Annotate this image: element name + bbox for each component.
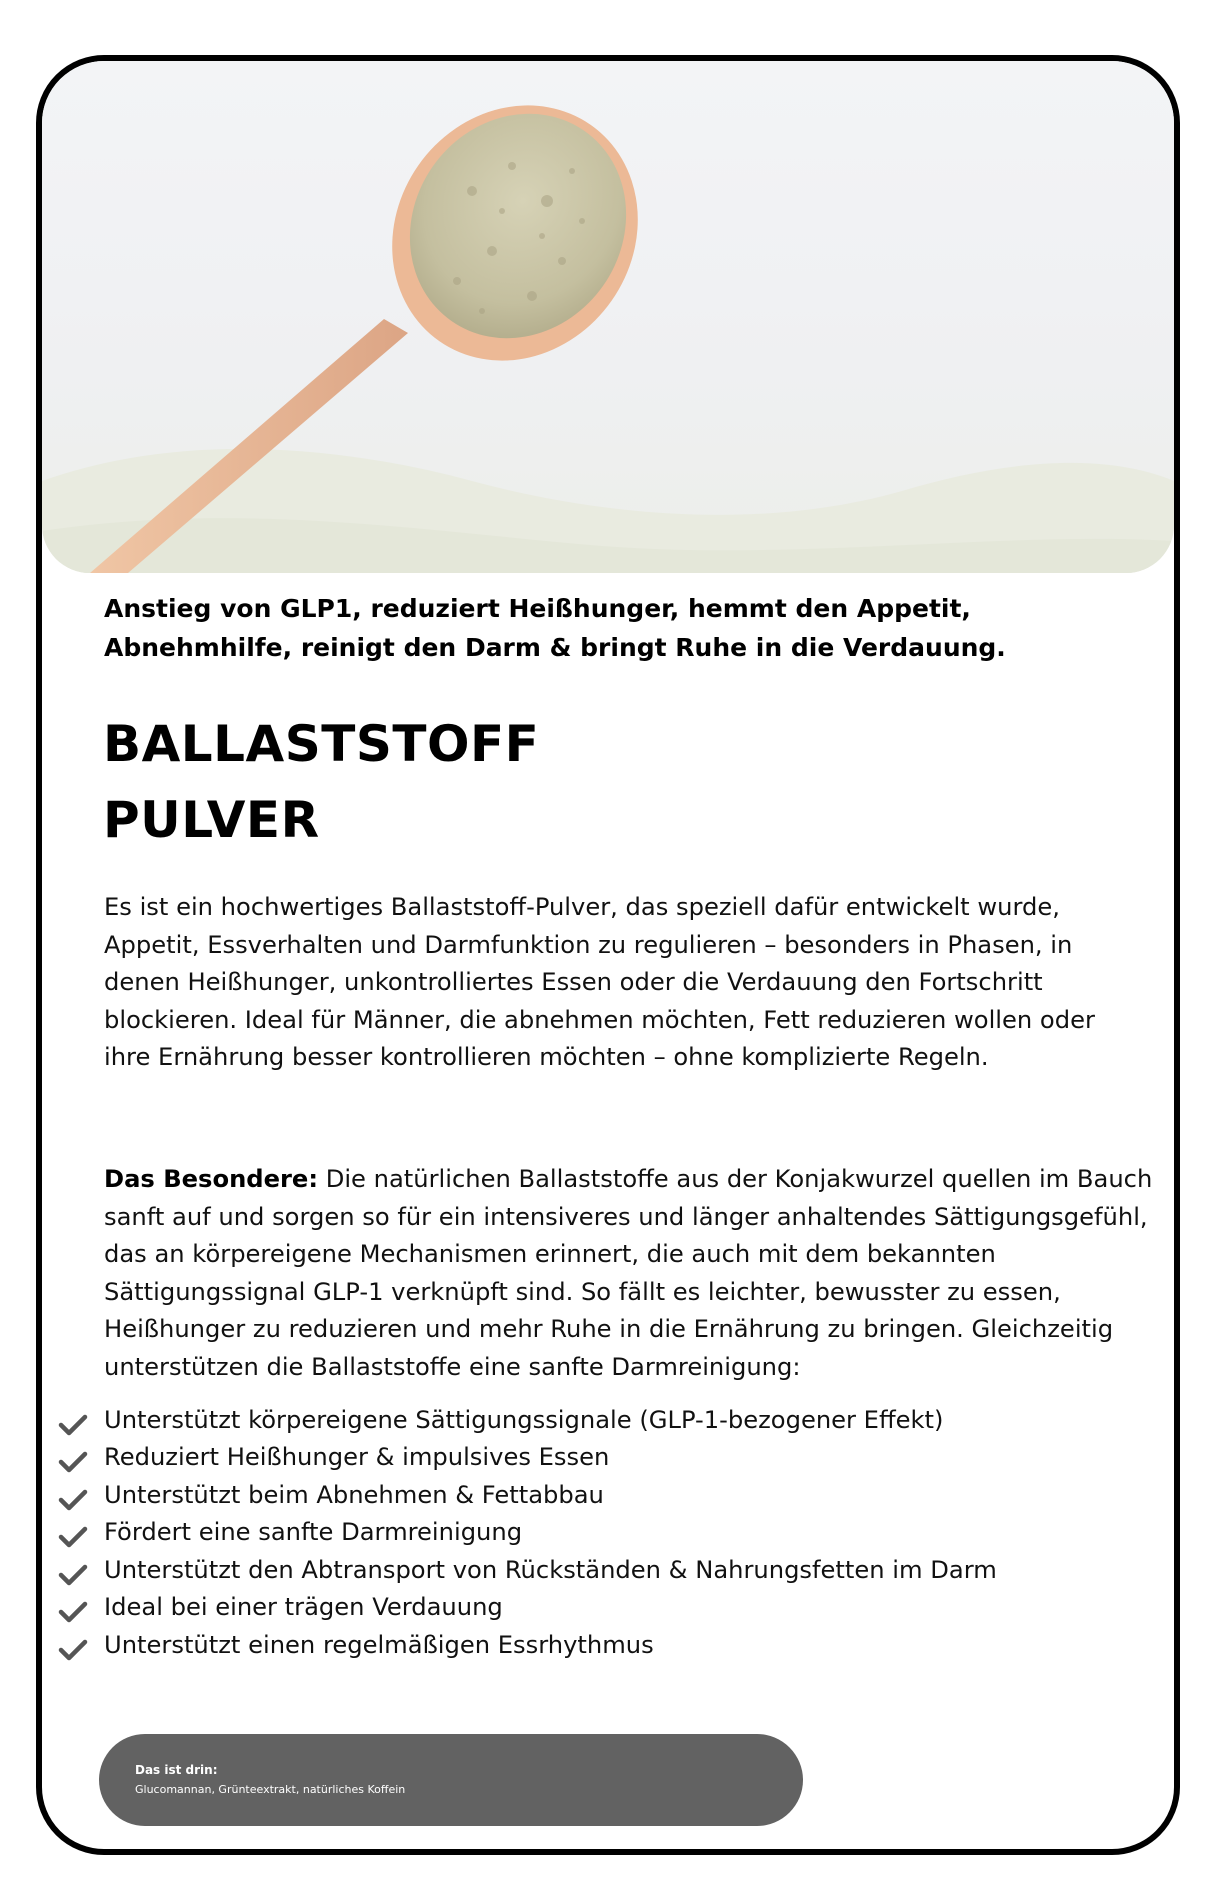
check-icon [58, 1450, 88, 1474]
page-title [103, 706, 539, 858]
benefit-text: Unterstützt körpereigene Sättigungssignale (GLP-1-bezogener Effekt) [104, 1405, 944, 1434]
benefit-text: Reduziert Heißhunger & impulsives Essen [104, 1443, 610, 1472]
check-icon [58, 1638, 88, 1662]
ingredients-label: Das ist drin: [135, 1763, 218, 1777]
spoon-illustration [42, 61, 1174, 573]
product-card [36, 55, 1180, 1855]
ingredients-text: Glucomannan, Grünteextrakt, natürliches Koffein [135, 1783, 406, 1796]
powder [366, 71, 669, 380]
benefit-text: Ideal bei einer trägen Verdauung [104, 1593, 503, 1622]
benefit-text: Fördert eine sanfte Darmreinigung [104, 1518, 523, 1547]
check-icon [58, 1413, 88, 1437]
list-item [58, 1401, 1158, 1439]
list-item [58, 1514, 1158, 1552]
ingredients-badge [99, 1734, 803, 1826]
list-item [58, 1551, 1158, 1589]
list-item [58, 1476, 1158, 1514]
check-icon [58, 1488, 88, 1512]
hero-image [42, 61, 1174, 573]
subtitle: Anstieg von GLP1, reduziert Heißhunger, hemmt den Appetit, Abnehmhilfe, reinigt den Darm & bringt Ruhe in die Verdauung. [104, 594, 1006, 662]
special-paragraph [104, 1161, 1154, 1386]
check-icon [58, 1525, 88, 1549]
special-label: Das Besondere: [104, 1165, 319, 1193]
benefit-text: Unterstützt einen regelmäßigen Essrhythmus [104, 1630, 654, 1659]
list-item [58, 1626, 1158, 1664]
intro-paragraph: Es ist ein hochwertiges Ballaststoff-Pulver, das speziell dafür entwickelt wurde, Appetit, Essverhalten und Darmfunktion zu regulieren – besonders in Phasen, in denen Heißhunger, unkontrolliertes Essen oder die Verdauung den Fortschritt blockieren. Ideal für Männer, die abnehmen möchten, Fett reduzieren wollen oder ihre Ernährung besser kontrollieren möchten – ohne komplizierte Regeln. [104, 893, 1095, 1071]
check-icon [58, 1563, 88, 1587]
check-icon [58, 1600, 88, 1624]
list-item [58, 1589, 1158, 1627]
special-text: Die natürlichen Ballaststoffe aus der Konjakwurzel quellen im Bauch sanft auf und sorgen so für ein intensiveres und länger anhaltendes Sättigungsgefühl, das an körpereigene Mechanismen erinnert, die auch mit dem bekannten Sättigungssignal GLP-1 verknüpft sind. So fällt es leichter, bewusster zu essen, Heißhunger zu reduzieren und mehr Ruhe in die Ernährung zu bringen. Gleichzeitig unterstützen die Ballaststoffe eine sanfte Darmreinigung: [104, 1165, 1153, 1381]
list-item [58, 1439, 1158, 1477]
benefit-text: Unterstützt beim Abnehmen & Fettabbau [104, 1480, 604, 1509]
benefit-list [58, 1401, 1158, 1664]
title-line-2: PULVER [103, 791, 320, 849]
benefit-text: Unterstützt den Abtransport von Rückständen & Nahrungsfetten im Darm [104, 1555, 997, 1584]
title-line-1: BALLASTSTOFF [103, 715, 540, 773]
